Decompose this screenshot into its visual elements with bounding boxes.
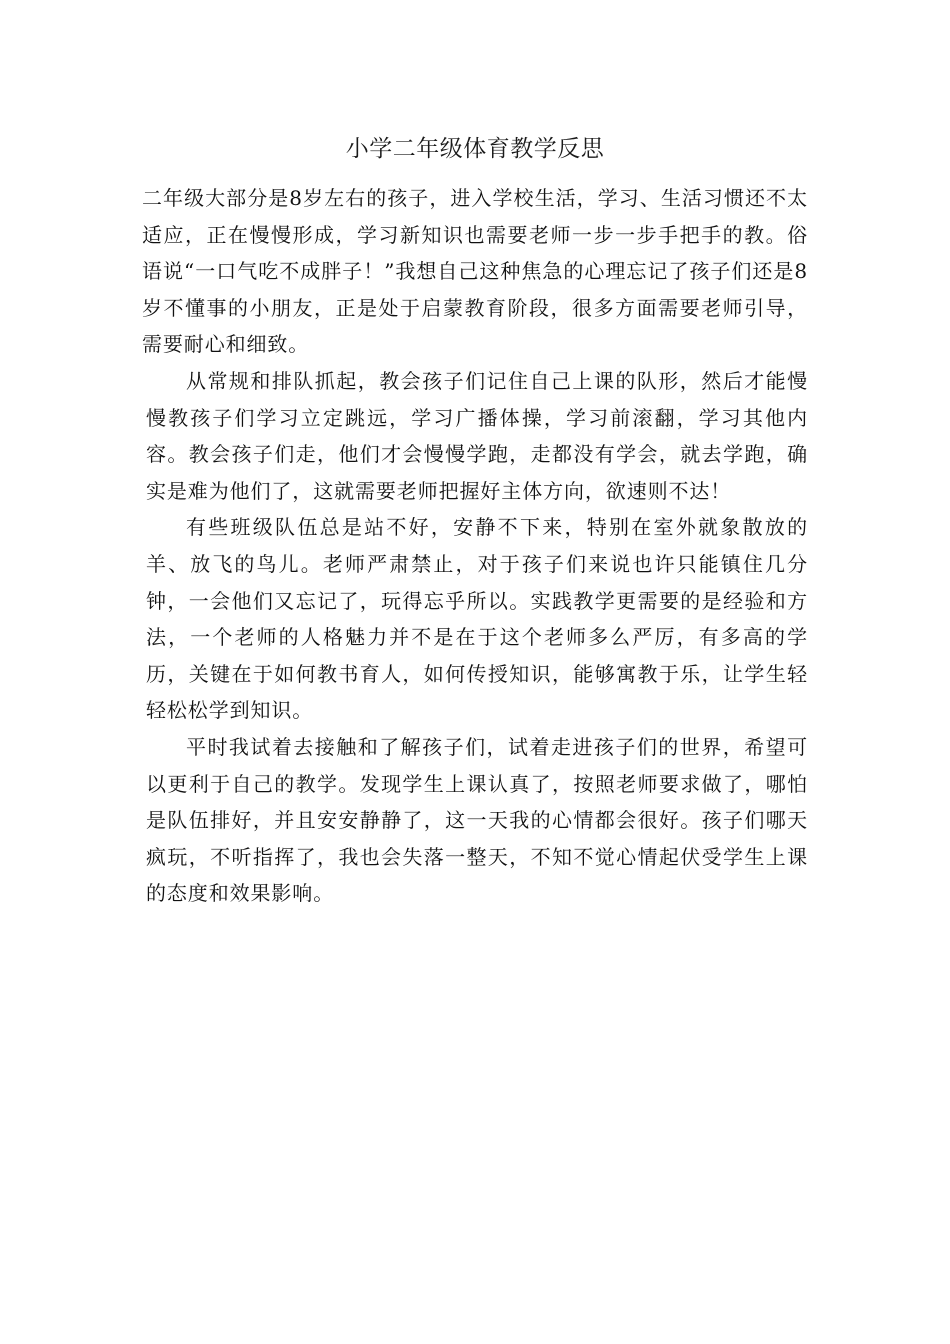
document-title: 小学二年级体育教学反思 <box>345 136 605 162</box>
paragraph-2: 从常规和排队抓起，教会孩子们记住自己上课的队形，然后才能慢慢教孩子们学习立定跳远，学习广播体操，学习前滚翻，学习其他内容。教会孩子们走，他们才会慢慢学跑，走都没有学会，就去学跑，确实是难为他们了，这就需要老师把握好主体方向，欲速则不达！ <box>146 368 808 503</box>
paragraph-4: 平时我试着去接触和了解孩子们，试着走进孩子们的世界，希望可以更利于自己的教学。发现学生上课认真了，按照老师要求做了，哪怕是队伍排好，并且安安静静了，这一天我的心情都会很好。孩子们哪天疯玩，不听指挥了，我也会失落一整天，不知不觉心情起伏受学生上课的态度和效果影响。 <box>146 734 808 906</box>
paragraph-3: 有些班级队伍总是站不好，安静不下来，特别在室外就象散放的羊、放飞的鸟儿。老师严肃禁止，对于孩子们来说也许只能镇住几分钟，一会他们又忘记了，玩得忘乎所以。实践教学更需要的是经验和方法，一个老师的人格魅力并不是在于这个老师多么严厉，有多高的学历，关键在于如何教书育人，如何传授知识，能够寓教于乐，让学生轻轻松松学到知识。 <box>146 515 808 723</box>
document-body <box>142 180 808 912</box>
paragraph-1: 二年级大部分是8岁左右的孩子，进入学校生活，学习、生活习惯还不太适应，正在慢慢形成，学习新知识也需要老师一步一步手把手的教。俗语说“一口气吃不成胖子！”我想自己这种焦急的心理忘记了孩子们还是8岁不懂事的小朋友，正是处于启蒙教育阶段，很多方面需要老师引导，需要耐心和细致。 <box>142 186 808 357</box>
